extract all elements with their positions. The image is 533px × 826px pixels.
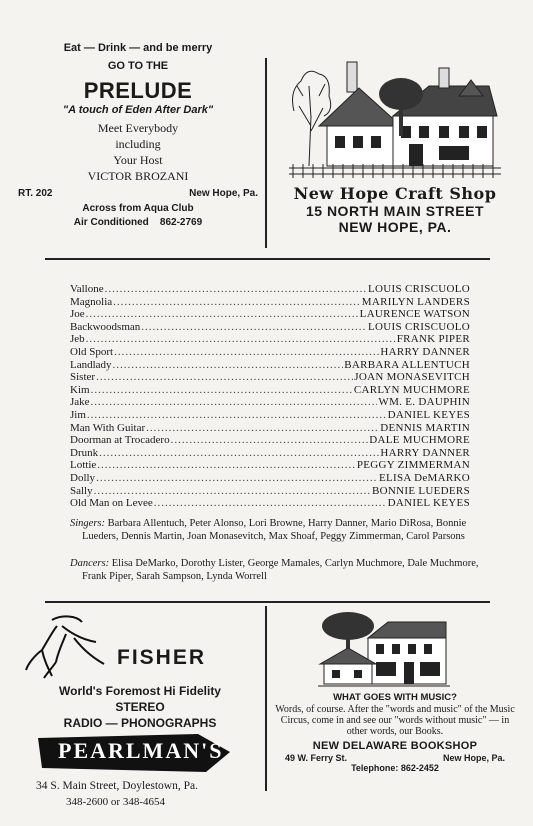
- cast-actor: DANIEL KEYES: [387, 408, 470, 421]
- dot-leader: [105, 283, 367, 296]
- divider-bottom-vertical: [265, 606, 267, 791]
- cast-row: [70, 497, 470, 510]
- cast-row: [70, 384, 470, 397]
- cast-row: [70, 485, 470, 498]
- cast-row: [70, 434, 470, 447]
- dot-leader: [91, 384, 353, 397]
- craft-shop-house-illustration: [289, 56, 501, 180]
- fisher-line2: STEREO: [115, 700, 165, 714]
- cast-row: [70, 396, 470, 409]
- prelude-air: Air Conditioned: [73, 217, 149, 228]
- cast-actor: LAURENCE WATSON: [359, 308, 470, 321]
- cast-role: Dolly: [70, 471, 96, 484]
- cast-row: [70, 283, 470, 296]
- cast-role: Lottie: [70, 459, 97, 472]
- prelude-line1: Eat — Drink — and be merry: [63, 42, 213, 54]
- singers-paragraph: [70, 517, 482, 543]
- dot-leader: [86, 308, 359, 321]
- prelude-name: PRELUDE: [83, 78, 193, 103]
- pearlmans-phones: 348-2600 or 348-4654: [66, 796, 165, 808]
- prelude-location-row: [18, 188, 258, 199]
- bookshop-body: Words, of course. After the "words and music" of the Music Circus, come in and see our "words without music" — in other words, our Books.: [275, 704, 515, 737]
- dancers-paragraph: [70, 557, 482, 583]
- cast-role: Joe: [70, 308, 85, 321]
- cast-row: [70, 359, 470, 372]
- cast-role: Sally: [70, 484, 93, 497]
- dot-leader: [171, 434, 369, 447]
- dot-leader: [96, 371, 353, 384]
- cast-actor: MARILYN LANDERS: [361, 295, 470, 308]
- prelude-route: RT. 202: [18, 188, 53, 199]
- prelude-town: New Hope, Pa.: [189, 188, 258, 199]
- cast-row: [70, 472, 470, 485]
- cast-actor: BARBARA ALLENTUCH: [344, 358, 470, 371]
- cast-role: Old Man on Levee: [70, 497, 153, 510]
- prelude-tagline: "A touch of Eden After Dark": [62, 104, 214, 116]
- dot-leader: [141, 321, 367, 334]
- cast-role: Magnolia: [70, 295, 113, 308]
- cast-list: [70, 283, 470, 510]
- cast-role: Jeb: [70, 333, 85, 346]
- cast-role: Old Sport: [70, 345, 114, 358]
- divider-top-vertical: [265, 58, 267, 248]
- prelude-phone: 862-2769: [159, 217, 203, 228]
- prelude-ad: [18, 40, 258, 228]
- cast-role: Jim: [70, 408, 86, 421]
- cast-row: [70, 321, 470, 334]
- cast-row: [70, 371, 470, 384]
- dot-leader: [86, 333, 396, 346]
- dot-leader: [113, 359, 344, 372]
- cast-role: Vallone: [70, 283, 104, 295]
- dot-leader: [87, 409, 387, 422]
- dot-leader: [96, 472, 378, 485]
- prelude-meet-line1: Meet Everybody: [97, 121, 179, 135]
- bookshop-telephone: Telephone: 862-2452: [351, 763, 439, 773]
- cast-row: [70, 447, 470, 460]
- dot-leader: [94, 485, 371, 498]
- fisher-logo-icon: [22, 612, 112, 682]
- dancers-names: Elisa DeMarko, Dorothy Lister, George Mamales, Carlyn Muchmore, Dale Muchmore, Frank Piper, Sarah Sampson, Lynda Worrell: [82, 558, 479, 582]
- dancers-label: Dancers:: [70, 558, 110, 569]
- divider-top-horizontal: [45, 258, 490, 260]
- singers-label: Singers:: [70, 518, 105, 529]
- cast-role: Kim: [70, 383, 90, 396]
- craft-shop-ad: [275, 56, 515, 235]
- craft-shop-address2: NEW HOPE, PA.: [338, 219, 452, 235]
- cast-role: Backwoodsman: [70, 320, 141, 333]
- cast-role: Sister: [70, 371, 96, 384]
- craft-shop-name: New Hope Craft Shop: [293, 184, 497, 203]
- cast-role: Landlady: [70, 358, 112, 371]
- prelude-line2: GO TO THE: [107, 60, 169, 72]
- cast-row: [70, 422, 470, 435]
- cast-actor: DANIEL KEYES: [387, 497, 470, 510]
- cast-actor: ELISA DeMARKO: [379, 471, 470, 484]
- cast-actor: DALE MUCHMORE: [369, 434, 470, 447]
- prelude-meet-line2: including: [115, 137, 161, 151]
- prelude-host: VICTOR BROZANI: [87, 169, 189, 183]
- prelude-meet: [18, 120, 258, 184]
- dot-leader: [114, 346, 379, 359]
- dot-leader: [146, 422, 379, 435]
- craft-shop-address1: 15 NORTH MAIN STREET: [305, 203, 484, 219]
- bookshop-address-row: [275, 753, 515, 763]
- singers-names: Barbara Allentuch, Peter Alonso, Lori Browne, Harry Danner, Mario DiRosa, Bonnie Lueders, Dennis Martin, Joan Monasevitch, Max Shoaf, Peggy Zimmerman, Carol Parsons: [82, 518, 467, 542]
- cast-actor: HARRY DANNER: [380, 345, 470, 358]
- fisher-line3: RADIO — PHONOGRAPHS: [63, 716, 217, 730]
- fisher-line1: World's Foremost Hi Fidelity: [59, 684, 221, 698]
- cast-role: Jake: [70, 396, 90, 409]
- cast-row: [70, 296, 470, 309]
- dot-leader: [99, 447, 379, 460]
- dot-leader: [154, 497, 387, 510]
- fisher-brand: FISHER: [117, 646, 207, 669]
- fisher-tagline: [20, 683, 260, 731]
- prelude-across: Across from Aqua Club: [82, 203, 194, 214]
- bookshop-building-illustration: [318, 608, 450, 690]
- pearlmans-banner: [38, 734, 223, 764]
- cast-row: [70, 308, 470, 321]
- dot-leader: [91, 396, 378, 409]
- cast-actor: JOAN MONASEVITCH: [354, 371, 470, 384]
- cast-role: Man With Guitar: [70, 421, 146, 434]
- dot-leader: [97, 459, 356, 472]
- cast-actor: BONNIE LUEDERS: [371, 484, 470, 497]
- bookshop-question: WHAT GOES WITH MUSIC?: [333, 692, 457, 703]
- bookshop-ad: [275, 692, 515, 773]
- pearlmans-address: 34 S. Main Street, Doylestown, Pa.: [36, 780, 198, 792]
- cast-row: [70, 409, 470, 422]
- cast-actor: PEGGY ZIMMERMAN: [356, 459, 470, 472]
- cast-actor: WM. E. DAUPHIN: [378, 396, 470, 409]
- bookshop-street: 49 W. Ferry St.: [285, 753, 348, 763]
- cast-actor: FRANK PIPER: [396, 333, 470, 346]
- prelude-meet-line3: Your Host: [113, 153, 163, 167]
- cast-actor: HARRY DANNER: [380, 446, 470, 459]
- cast-row: [70, 459, 470, 472]
- divider-bottom-horizontal: [45, 601, 490, 603]
- bookshop-town: New Hope, Pa.: [442, 753, 505, 763]
- pearlmans-name: PEARLMAN'S: [58, 738, 224, 763]
- bookshop-name: NEW DELAWARE BOOKSHOP: [312, 740, 478, 752]
- dot-leader: [113, 296, 361, 309]
- prelude-air-row: [18, 217, 258, 228]
- cast-actor: CARLYN MUCHMORE: [353, 383, 470, 396]
- cast-actor: LOUIS CRISCUOLO: [368, 283, 470, 295]
- cast-row: [70, 333, 470, 346]
- cast-role: Doorman at Trocadero: [70, 434, 170, 447]
- cast-row: [70, 346, 470, 359]
- cast-actor: LOUIS CRISCUOLO: [368, 320, 470, 333]
- cast-role: Drunk: [70, 446, 99, 459]
- cast-actor: DENNIS MARTIN: [380, 421, 470, 434]
